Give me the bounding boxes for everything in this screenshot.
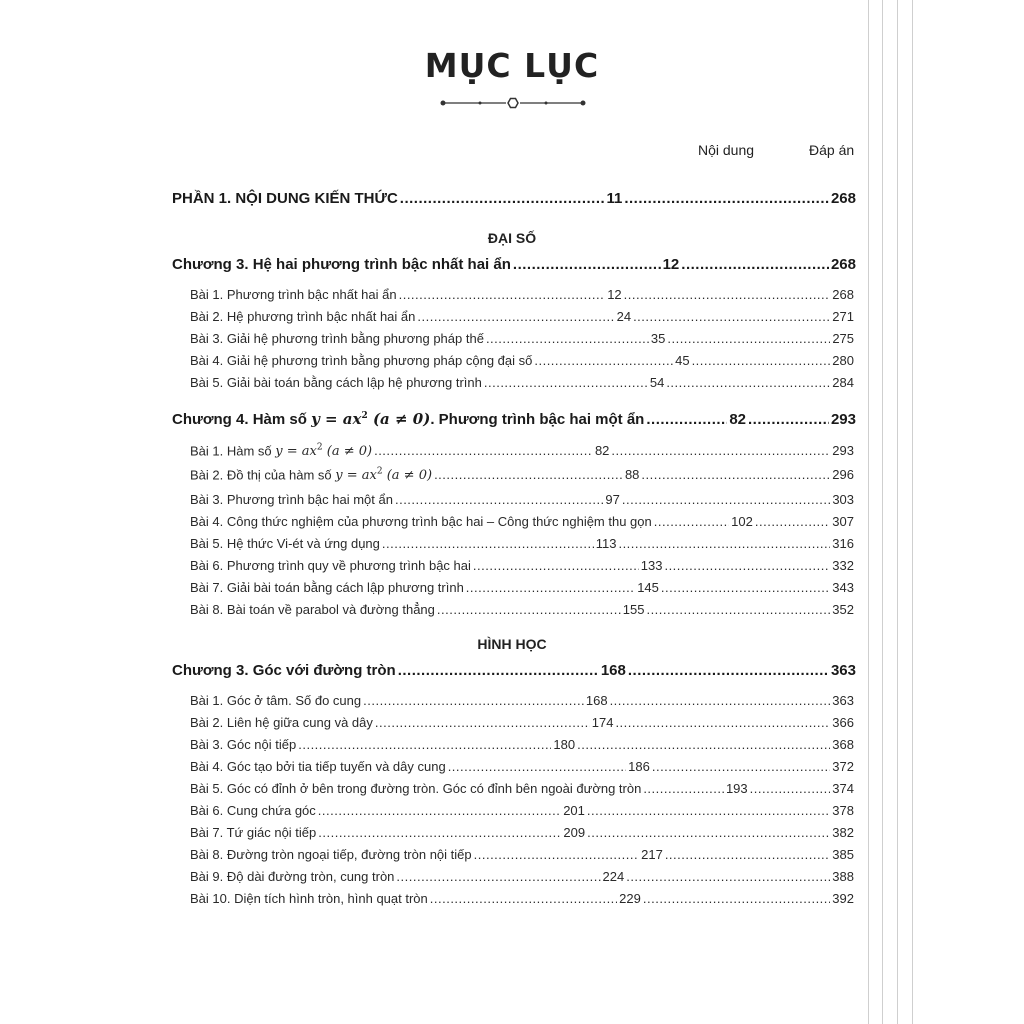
toc-page-number: 174 [591,715,614,730]
toc-lesson-row[interactable] [190,443,854,459]
lesson-label-start: Bài 2. Đồ thị của hàm số [190,467,332,483]
toc-lesson-label: Bài 6. Phương trình quy về phương trình bậc hai [190,558,471,573]
leader-dots [748,411,829,428]
toc-answer-page: 280 [832,353,854,368]
toc-answer-page: 352 [832,602,854,617]
toc-answer-page: 307 [832,514,854,529]
toc-lesson-row[interactable] [190,580,854,595]
page-title: MỤC LỤC [424,46,600,85]
toc-lesson-row[interactable] [190,737,854,752]
toc-page-number: 229 [619,891,641,906]
leader-dots [681,256,829,273]
toc-chapter-label [172,410,644,428]
leader-dots [692,353,831,368]
formula-quadratic: $y = ax^2$ (a ≠ 0) [311,410,431,428]
toc-answer-page: 284 [832,375,854,390]
toc-lesson-row[interactable] [190,309,854,324]
toc-page-number: 201 [563,803,585,818]
toc-page-number: 97 [605,492,620,507]
leader-dots [434,467,623,482]
toc-lesson-row[interactable] [190,287,854,302]
toc-lesson-label: Bài 5. Giải bài toán bằng cách lập hệ phương trình [190,375,482,390]
toc-lesson-row[interactable] [190,331,854,346]
page-edge-line [897,0,898,1024]
leader-dots [417,309,614,324]
leader-dots [430,891,617,906]
toc-lesson-row[interactable] [190,715,854,730]
leader-dots [615,715,830,730]
toc-lesson-row[interactable] [190,781,854,796]
toc-lesson-label: Bài 2. Liên hệ giữa cung và dây [190,715,373,730]
toc-page-number: 12 [607,287,622,302]
leader-dots [664,558,830,573]
leader-dots [750,781,831,796]
toc-lesson-row[interactable] [190,759,854,774]
page-edge-line [868,0,869,1024]
toc-answer-page: 374 [832,781,854,796]
toc-lesson-label: Bài 4. Góc tạo bởi tia tiếp tuyến và dây cung [190,759,446,774]
toc-page-number: 12 [662,256,680,273]
leader-dots [318,825,561,840]
toc-lesson-row[interactable] [190,558,854,573]
leader-dots [395,492,603,507]
toc-answer-page: 382 [832,825,854,840]
leader-dots [654,514,729,529]
leader-dots [587,825,830,840]
toc-answer-page: 271 [832,309,854,324]
toc-lesson-label: Bài 1. Phương trình bậc nhất hai ẩn [190,287,397,302]
toc-lesson-label: Bài 3. Góc nội tiếp [190,737,297,752]
toc-part-label: PHẦN 1. NỘI DUNG KIẾN THỨC [172,190,398,207]
leader-dots [474,847,639,862]
leader-dots [646,602,830,617]
toc-answer-page: 366 [832,715,854,730]
toc-page-number: 82 [594,443,610,459]
toc-lesson-row[interactable] [190,375,854,390]
toc-lesson-row[interactable] [190,847,854,862]
toc-answer-page: 293 [832,443,854,459]
toc-page-number: 113 [595,536,617,551]
toc-answer-page: 388 [832,869,854,884]
leader-dots [375,715,590,730]
column-header-answers: Đáp án [809,142,855,158]
toc-page-number: 11 [606,190,623,207]
toc-lesson-label: Bài 4. Giải hệ phương trình bằng phương pháp cộng đại số [190,353,533,368]
title-ornament-icon [440,96,586,110]
leader-dots [610,693,831,708]
leader-dots [646,411,727,428]
toc-lesson-label [190,443,372,459]
leader-dots [437,602,621,617]
chapter-label-start: Chương 4. Hàm số [172,411,307,428]
toc-lesson-row[interactable] [190,514,854,529]
toc-lesson-row[interactable] [190,467,854,483]
leader-dots [396,869,600,884]
leader-dots [448,759,626,774]
toc-page-number: 35 [650,331,666,346]
toc-lesson-row[interactable] [190,825,854,840]
page-edge-line [912,0,913,1024]
toc-lesson-label: Bài 4. Công thức nghiệm của phương trình bậc hai – Công thức nghiệm thu gọn [190,514,652,529]
toc-answer-page: 296 [832,467,854,483]
toc-answer-page: 368 [832,737,854,752]
lesson-label-start: Bài 1. Hàm số [190,443,272,459]
section-heading-algebra: ĐẠI SỐ [487,230,537,246]
leader-dots [628,662,829,679]
toc-lesson-label: Bài 5. Góc có đỉnh ở bên trong đường tròn. Góc có đỉnh bên ngoài đường tròn [190,781,642,796]
toc-lesson-label: Bài 3. Phương trình bậc hai một ẩn [190,492,393,507]
leader-dots [622,492,830,507]
toc-lesson-label: Bài 3. Giải hệ phương trình bằng phương pháp thế [190,331,484,346]
toc-page-number: 224 [602,869,625,884]
toc-page-number: 45 [675,353,690,368]
toc-answer-page: 372 [832,759,854,774]
leader-dots [400,190,605,207]
toc-answer-page: 275 [832,331,855,346]
toc-answer-page: 268 [832,287,854,302]
toc-lesson-row[interactable] [190,492,854,507]
formula-quadratic: $y = ax^2$ (a ≠ 0) [335,467,433,484]
toc-lesson-row[interactable] [190,353,854,368]
toc-lesson-row[interactable] [190,869,854,884]
toc-page-number: 186 [628,759,650,774]
leader-dots [486,331,649,346]
leader-dots [611,443,830,458]
leader-dots [755,514,830,529]
leader-dots [484,375,648,390]
toc-page-number: 180 [553,737,576,752]
toc-lesson-label: Bài 9. Độ dài đường tròn, cung tròn [190,869,395,884]
toc-page-number: 168 [585,693,608,708]
leader-dots [363,693,584,708]
leader-dots [666,375,830,390]
chapter-label-end: . Phương trình bậc hai một ẩn [430,411,645,428]
leader-dots [624,287,831,302]
toc-page-number: 193 [725,781,748,796]
leader-dots [399,287,606,302]
leader-dots [318,803,561,818]
toc-page-number: 24 [616,309,632,324]
toc-chapter-label: Chương 3. Góc với đường tròn [172,662,396,679]
leader-dots [624,190,829,207]
toc-chapter-row[interactable] [172,662,856,679]
toc-page-number: 155 [622,602,645,617]
toc-answer-page: 268 [830,256,856,273]
toc-answer-page: 378 [832,803,854,818]
toc-lesson-label: Bài 7. Giải bài toán bằng cách lập phương trình [190,580,464,595]
toc-page-number: 209 [563,825,586,840]
leader-dots [626,869,830,884]
toc-answer-page: 268 [830,190,856,207]
toc-answer-page: 392 [832,891,854,906]
leader-dots [298,737,551,752]
leader-dots [633,309,830,324]
toc-answer-page: 293 [830,411,856,428]
leader-dots [513,256,661,273]
formula-quadratic: $y = ax^2$ (a ≠ 0) [275,443,373,460]
section-heading-geometry: HÌNH HỌC [477,636,547,652]
toc-page-number: 54 [649,375,665,390]
column-header-content: Nội dung [698,142,755,158]
toc-lesson-row[interactable] [190,693,854,708]
toc-lesson-label: Bài 10. Diện tích hình tròn, hình quạt tròn [190,891,428,906]
toc-answer-page: 343 [832,580,854,595]
leader-dots [374,443,593,458]
leader-dots [534,353,673,368]
leader-dots [587,803,830,818]
leader-dots [643,781,724,796]
toc-chapter-label: Chương 3. Hệ hai phương trình bậc nhất hai ẩn [172,256,511,273]
leader-dots [398,662,599,679]
toc-lesson-label: Bài 2. Hệ phương trình bậc nhất hai ẩn [190,309,416,324]
toc-page-number: 88 [624,467,640,483]
leader-dots [466,580,635,595]
leader-dots [473,558,639,573]
toc-chapter-row[interactable] [172,256,856,273]
toc-answer-page: 363 [832,693,854,708]
toc-lesson-label: Bài 5. Hệ thức Vi-ét và ứng dụng [190,536,380,551]
toc-lesson-label [190,467,432,483]
page-edge-line [882,0,883,1024]
leader-dots [641,467,830,482]
toc-page-number: 133 [640,558,663,573]
leader-dots [661,580,830,595]
toc-lesson-label: Bài 6. Cung chứa góc [190,803,316,818]
toc-lesson-row[interactable] [190,891,854,906]
toc-page-number: 217 [641,847,663,862]
toc-page-number: 82 [729,411,746,428]
toc-page-number: 145 [637,580,659,595]
leader-dots [618,536,830,551]
toc-answer-page: 303 [832,492,855,507]
toc-lesson-label: Bài 8. Đường tròn ngoại tiếp, đường tròn nội tiếp [190,847,472,862]
toc-lesson-row[interactable] [190,602,854,617]
toc-part-row[interactable] [172,190,856,207]
toc-answer-page: 332 [832,558,854,573]
toc-page-number: 102 [731,514,753,529]
leader-dots [652,759,830,774]
toc-answer-page: 363 [830,662,856,679]
leader-dots [382,536,594,551]
toc-lesson-label: Bài 7. Tứ giác nội tiếp [190,825,317,840]
leader-dots [667,331,830,346]
toc-chapter-row[interactable] [172,410,856,428]
toc-lesson-label: Bài 1. Góc ở tâm. Số đo cung [190,693,362,708]
toc-lesson-label: Bài 8. Bài toán về parabol và đường thẳng [190,602,435,617]
leader-dots [577,737,830,752]
toc-answer-page: 385 [832,847,854,862]
toc-lesson-row[interactable] [190,803,854,818]
toc-page-number: 168 [600,662,626,679]
toc-answer-page: 316 [832,536,854,551]
leader-dots [643,891,830,906]
toc-lesson-row[interactable] [190,536,854,551]
leader-dots [665,847,830,862]
